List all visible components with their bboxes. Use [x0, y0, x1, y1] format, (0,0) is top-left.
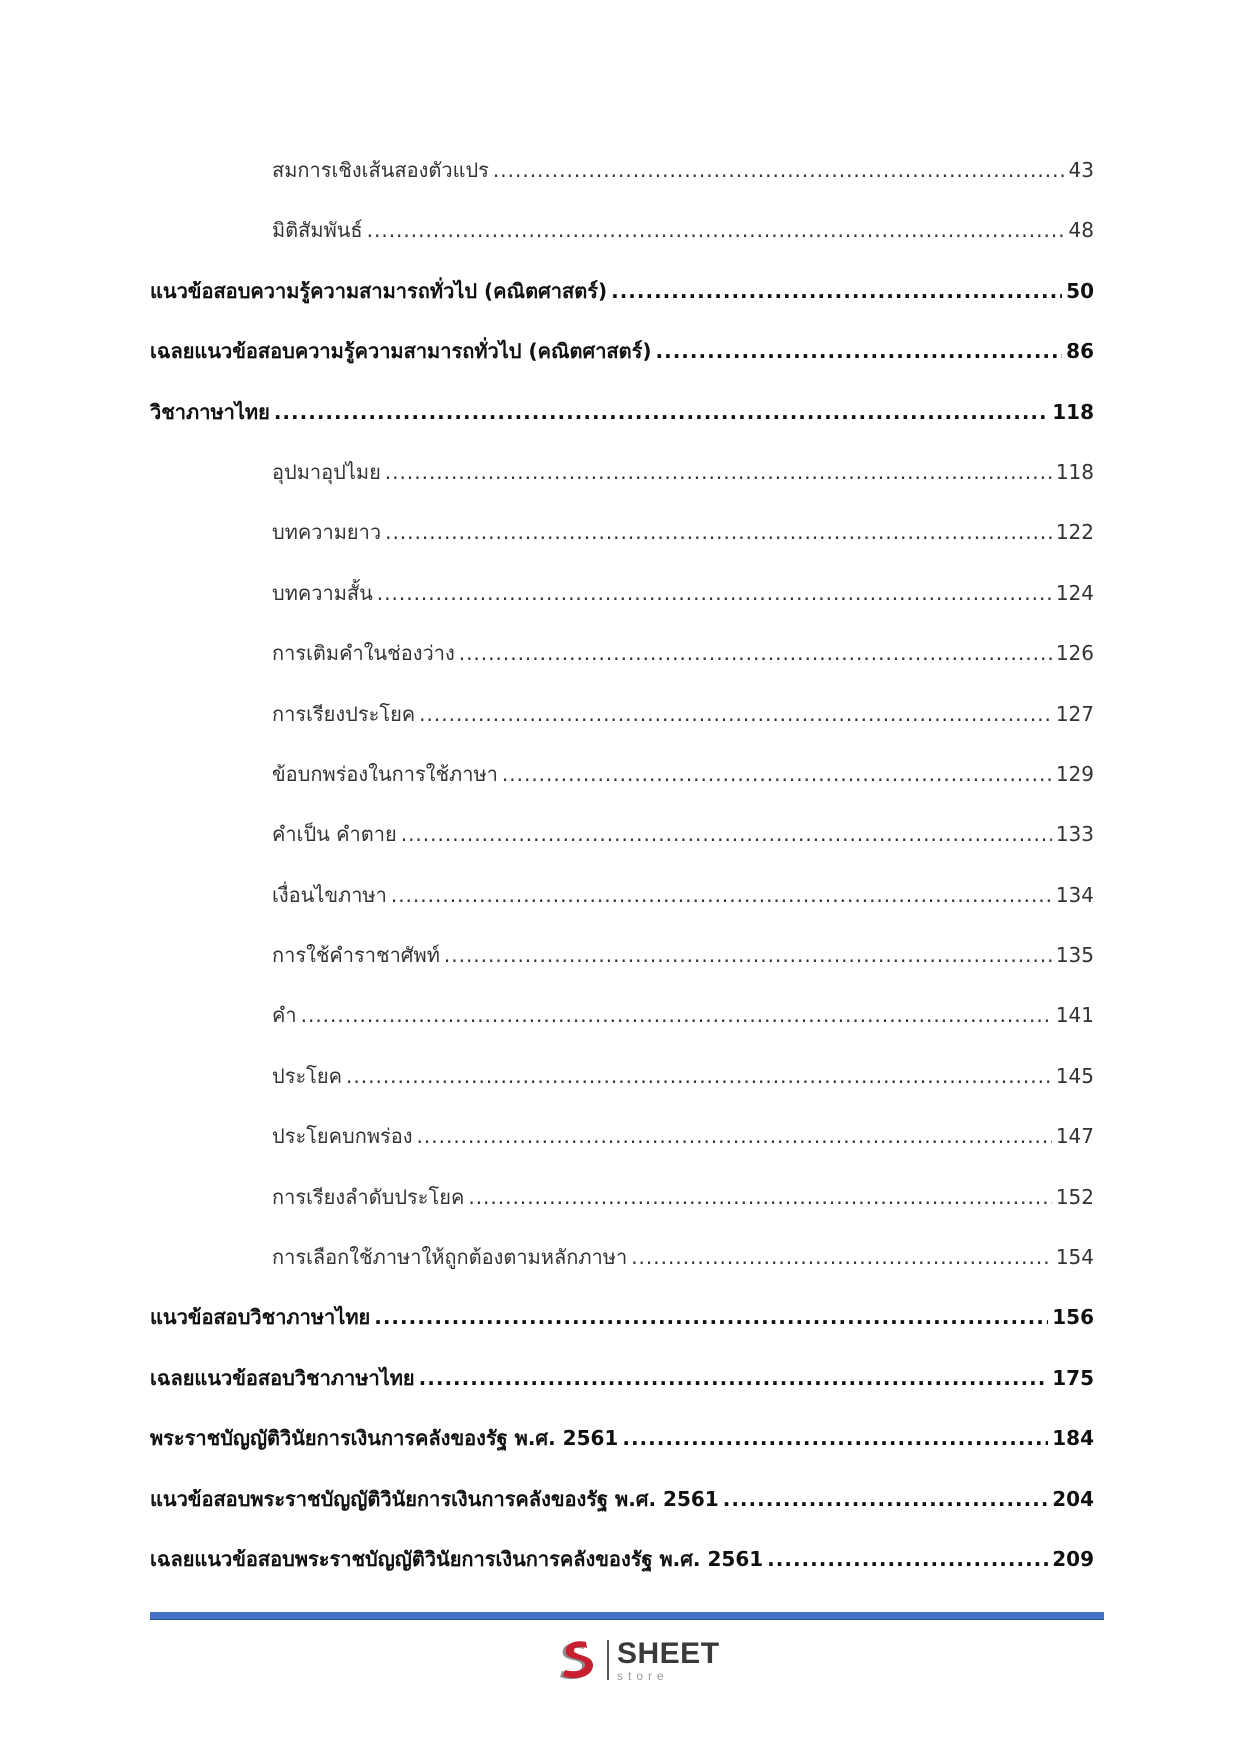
footer-divider — [150, 1612, 1104, 1620]
toc-leader-dots — [401, 816, 1052, 852]
footer-logo — [553, 1635, 720, 1685]
toc-entry-label: การใช้คำราชาศัพท์ — [272, 943, 440, 968]
toc-entry-page: 175 — [1052, 1365, 1094, 1390]
toc-entry[interactable] — [150, 212, 1094, 272]
logo-subtitle: store — [617, 1668, 669, 1683]
toc-entry[interactable] — [150, 937, 1094, 997]
toc-entry-label: บทความยาว — [272, 520, 382, 545]
toc-leader-dots — [367, 212, 1065, 248]
toc-leader-dots — [374, 1299, 1048, 1335]
toc-entry-page: 50 — [1066, 278, 1094, 303]
toc-entry[interactable] — [150, 635, 1094, 695]
toc-leader-dots — [385, 514, 1052, 550]
toc-leader-dots — [622, 1420, 1048, 1456]
toc-leader-dots — [391, 877, 1052, 913]
toc-leader-dots — [611, 273, 1062, 309]
toc-entry-page: 122 — [1055, 520, 1094, 545]
toc-entry[interactable] — [150, 997, 1094, 1057]
toc-entry[interactable] — [150, 1118, 1094, 1178]
toc-entry-page: 86 — [1066, 339, 1094, 364]
toc-entry[interactable] — [150, 1058, 1094, 1118]
toc-entry-page: 133 — [1055, 822, 1094, 847]
toc-leader-dots — [419, 1360, 1049, 1396]
toc-leader-dots — [385, 454, 1052, 490]
toc-entry-page: 154 — [1055, 1245, 1094, 1270]
toc-entry-page: 147 — [1055, 1124, 1094, 1149]
toc-entry[interactable] — [150, 333, 1094, 393]
toc-entry[interactable] — [150, 514, 1094, 574]
toc-entry-label: เฉลยแนวข้อสอบวิชาภาษาไทย — [150, 1365, 415, 1390]
toc-entry-page: 156 — [1052, 1305, 1094, 1330]
toc-entry[interactable] — [150, 696, 1094, 756]
toc-entry-label: คำเป็น คำตาย — [272, 822, 397, 847]
toc-entry-label: บทความสั้น — [272, 580, 373, 605]
toc-entry[interactable] — [150, 273, 1094, 333]
toc-leader-dots — [502, 756, 1052, 792]
toc-leader-dots — [301, 997, 1052, 1033]
toc-leader-dots — [656, 333, 1063, 369]
toc-entry-label: พระราชบัญญัติวินัยการเงินการคลังของรัฐ พ.ศ. 2561 — [150, 1426, 619, 1451]
sheet-store-logo-icon — [553, 1637, 599, 1683]
toc-entry-label: คำ — [272, 1003, 297, 1028]
toc-entry[interactable] — [150, 877, 1094, 937]
logo-wordmark: SHEET — [617, 1636, 720, 1670]
toc-leader-dots — [631, 1239, 1052, 1275]
logo-divider — [607, 1640, 609, 1680]
toc-entry-page: 141 — [1055, 1003, 1094, 1028]
toc-leader-dots — [377, 575, 1052, 611]
toc-entry-page: 184 — [1052, 1426, 1094, 1451]
toc-entry-page: 145 — [1055, 1063, 1094, 1088]
toc-entry-label: เฉลยแนวข้อสอบความรู้ความสามารถทั่วไป (คณิตศาสตร์) — [150, 339, 652, 364]
toc-leader-dots — [459, 635, 1052, 671]
toc-entry-label: แนวข้อสอบวิชาภาษาไทย — [150, 1305, 371, 1330]
toc-entry[interactable] — [150, 816, 1094, 876]
toc-entry[interactable] — [150, 1179, 1094, 1239]
toc-entry-page: 118 — [1055, 459, 1094, 484]
toc-entry-label: วิชาภาษาไทย — [150, 399, 270, 424]
toc-entry-label: เฉลยแนวข้อสอบพระราชบัญญัติวินัยการเงินการคลังของรัฐ พ.ศ. 2561 — [150, 1546, 764, 1571]
toc-entry-page: 134 — [1055, 882, 1094, 907]
table-of-contents — [150, 152, 1094, 1601]
toc-entry-label: มิติสัมพันธ์ — [272, 218, 363, 243]
toc-entry[interactable] — [150, 454, 1094, 514]
toc-entry[interactable] — [150, 575, 1094, 635]
toc-leader-dots — [444, 937, 1052, 973]
toc-entry-page: 124 — [1055, 580, 1094, 605]
toc-entry[interactable] — [150, 1360, 1094, 1420]
toc-entry-page: 43 — [1068, 158, 1094, 182]
toc-entry-page: 135 — [1055, 943, 1094, 968]
toc-entry-label: ประโยค — [272, 1063, 343, 1088]
toc-entry-label: การเลือกใช้ภาษาให้ถูกต้องตามหลักภาษา — [272, 1245, 628, 1270]
toc-entry-label: อุปมาอุปไมย — [272, 459, 381, 484]
toc-entry-page: 118 — [1052, 399, 1094, 424]
toc-leader-dots — [468, 1179, 1051, 1215]
toc-leader-dots — [723, 1481, 1049, 1517]
toc-entry-page: 152 — [1055, 1184, 1094, 1209]
toc-entry-label: ประโยคบกพร่อง — [272, 1124, 413, 1149]
toc-entry-label: การเติมคำในช่องว่าง — [272, 641, 455, 666]
toc-entry-page: 209 — [1052, 1546, 1094, 1571]
toc-entry[interactable] — [150, 394, 1094, 454]
toc-entry-page: 126 — [1055, 641, 1094, 666]
toc-entry-label: ข้อบกพร่องในการใช้ภาษา — [272, 761, 498, 786]
logo-text — [617, 1636, 720, 1683]
toc-leader-dots — [419, 696, 1052, 732]
toc-entry[interactable] — [150, 1481, 1094, 1541]
toc-entry-label: สมการเชิงเส้นสองตัวแปร — [272, 158, 489, 182]
toc-entry[interactable] — [150, 152, 1094, 212]
toc-entry[interactable] — [150, 1541, 1094, 1601]
toc-entry-page: 48 — [1068, 218, 1094, 243]
toc-entry-page: 127 — [1055, 701, 1094, 726]
toc-entry-label: แนวข้อสอบความรู้ความสามารถทั่วไป (คณิตศาสตร์) — [150, 278, 608, 303]
toc-leader-dots — [417, 1118, 1052, 1154]
toc-leader-dots — [767, 1541, 1048, 1577]
toc-entry-page: 204 — [1052, 1486, 1094, 1511]
toc-entry[interactable] — [150, 1239, 1094, 1299]
toc-entry-label: การเรียงประโยค — [272, 701, 416, 726]
toc-entry-page: 129 — [1055, 761, 1094, 786]
toc-entry-label: แนวข้อสอบพระราชบัญญัติวินัยการเงินการคลังของรัฐ พ.ศ. 2561 — [150, 1486, 719, 1511]
toc-entry[interactable] — [150, 756, 1094, 816]
toc-leader-dots — [346, 1058, 1052, 1094]
toc-leader-dots — [493, 152, 1065, 188]
toc-entry-label: เงื่อนไขภาษา — [272, 882, 387, 907]
toc-entry[interactable] — [150, 1299, 1094, 1359]
toc-leader-dots — [274, 394, 1048, 430]
toc-entry-label: การเรียงลำดับประโยค — [272, 1184, 465, 1209]
toc-entry[interactable] — [150, 1420, 1094, 1480]
